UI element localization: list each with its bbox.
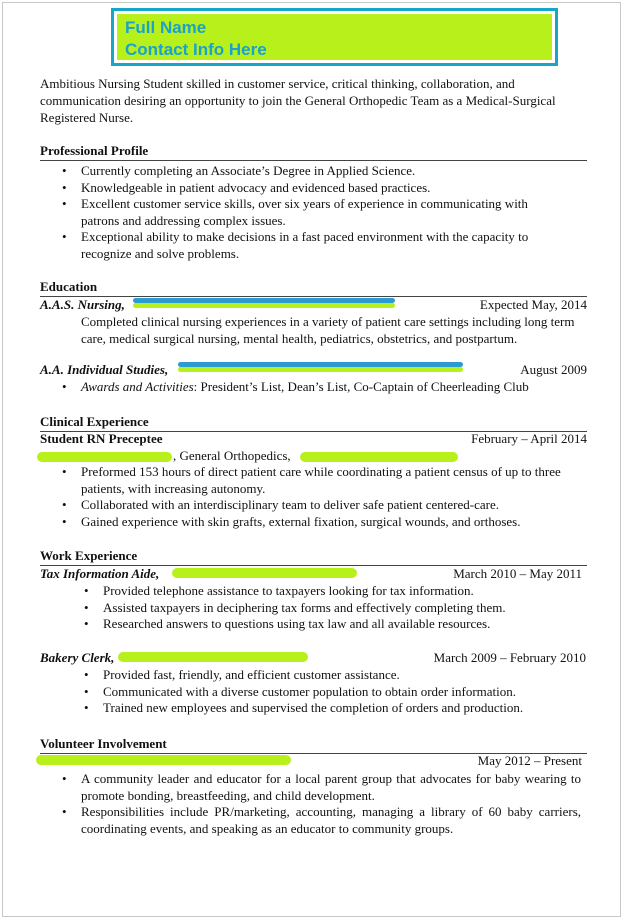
volunteer-list	[59, 771, 581, 837]
clinical-unit: , General Orthopedics,	[173, 448, 291, 463]
name-box-fill	[117, 14, 552, 60]
redaction-mark	[36, 755, 291, 765]
list-item: • Preformed 153 hours of direct patient care while coordinating a patient census of up to three patients, with increasing autonomy.	[59, 464, 579, 497]
redaction-mark	[178, 367, 463, 372]
degree-date: Expected May, 2014	[479, 297, 587, 312]
awards-label: Awards and Activities	[81, 379, 194, 394]
job-title: Tax Information Aide,	[40, 566, 160, 581]
list-item: • Trained new employees and supervised the completion of orders and production.	[81, 700, 581, 717]
list-item: • Gained experience with skin grafts, external fixation, surgical wounds, and orthoses.	[59, 514, 579, 531]
list-item: • Collaborated with an interdisciplinary team to deliver safe patient centered-care.	[59, 497, 579, 514]
degree-title: A.A. Individual Studies,	[40, 362, 169, 377]
clinical-role: Student RN Preceptee	[40, 431, 163, 446]
job-title: Bakery Clerk,	[40, 650, 115, 665]
redaction-mark	[133, 303, 395, 308]
degree-description: Completed clinical nursing experiences in a variety of patient care settings including long term care, medical surgical nursing, mental health, pediatrics, obstetrics, and postpartum.	[81, 314, 575, 346]
redaction-mark	[172, 568, 357, 578]
list-item: • A community leader and educator for a local parent group that advocates for baby wearing to promote bonding, breastfeeding, and child development.	[59, 771, 581, 804]
degree-title: A.A.S. Nursing,	[40, 297, 125, 312]
redaction-mark	[37, 452, 172, 462]
work-heading: Work Experience	[40, 548, 587, 566]
list-item: • Exceptional ability to make decisions in a fast paced environment with the capacity to recognize and solve problems.	[59, 229, 569, 262]
awards-text: : President’s List, Dean’s List, Co-Captain of Cheerleading Club	[193, 379, 529, 394]
summary: Ambitious Nursing Student skilled in customer service, critical thinking, collaboration, and communication desiring an opportunity to join the General Orthopedic Team as a Medical-Surgical Registered Nurse.	[40, 76, 556, 125]
tax-job-list	[81, 583, 581, 633]
list-item: • Provided fast, friendly, and efficient customer assistance.	[81, 667, 581, 684]
clinical-heading: Clinical Experience	[40, 414, 587, 432]
list-item: • Communicated with a diverse customer population to obtain order information.	[81, 684, 581, 701]
volunteer-date: May 2012 – Present	[477, 753, 582, 768]
job-date: March 2009 – February 2010	[433, 650, 586, 665]
list-item: • Researched answers to questions using tax law and all available resources.	[81, 616, 581, 633]
list-item: • Knowledgeable in patient advocacy and evidenced based practices.	[59, 180, 569, 197]
list-item: • Responsibilities include PR/marketing, accounting, managing a library of 60 baby carriers, coordinating events, and speaking as an educator to community groups.	[59, 804, 581, 837]
full-name: Full Name	[125, 18, 207, 37]
redaction-mark	[300, 452, 458, 462]
clinical-role-row	[40, 431, 587, 447]
clinical-list	[59, 464, 579, 530]
list-item: • Excellent customer service skills, over six years of experience in communicating with patrons and addressing complex issues.	[59, 196, 569, 229]
list-item	[59, 379, 579, 396]
redaction-mark	[118, 652, 308, 662]
awards-list	[59, 379, 579, 396]
degree-date: August 2009	[520, 362, 587, 377]
name-box	[111, 8, 558, 66]
professional-profile-heading: Professional Profile	[40, 143, 587, 161]
education-heading: Education	[40, 279, 587, 297]
professional-profile-list	[59, 163, 569, 262]
bakery-job-list	[81, 667, 581, 717]
list-item: • Currently completing an Associate’s Degree in Applied Science.	[59, 163, 569, 180]
volunteer-heading: Volunteer Involvement	[40, 736, 587, 754]
job-date: March 2010 – May 2011	[453, 566, 582, 581]
list-item: • Provided telephone assistance to taxpayers looking for tax information.	[81, 583, 581, 600]
clinical-date: February – April 2014	[471, 431, 587, 446]
contact-info: Contact Info Here	[125, 40, 267, 59]
list-item: • Assisted taxpayers in deciphering tax forms and effectively completing them.	[81, 600, 581, 617]
